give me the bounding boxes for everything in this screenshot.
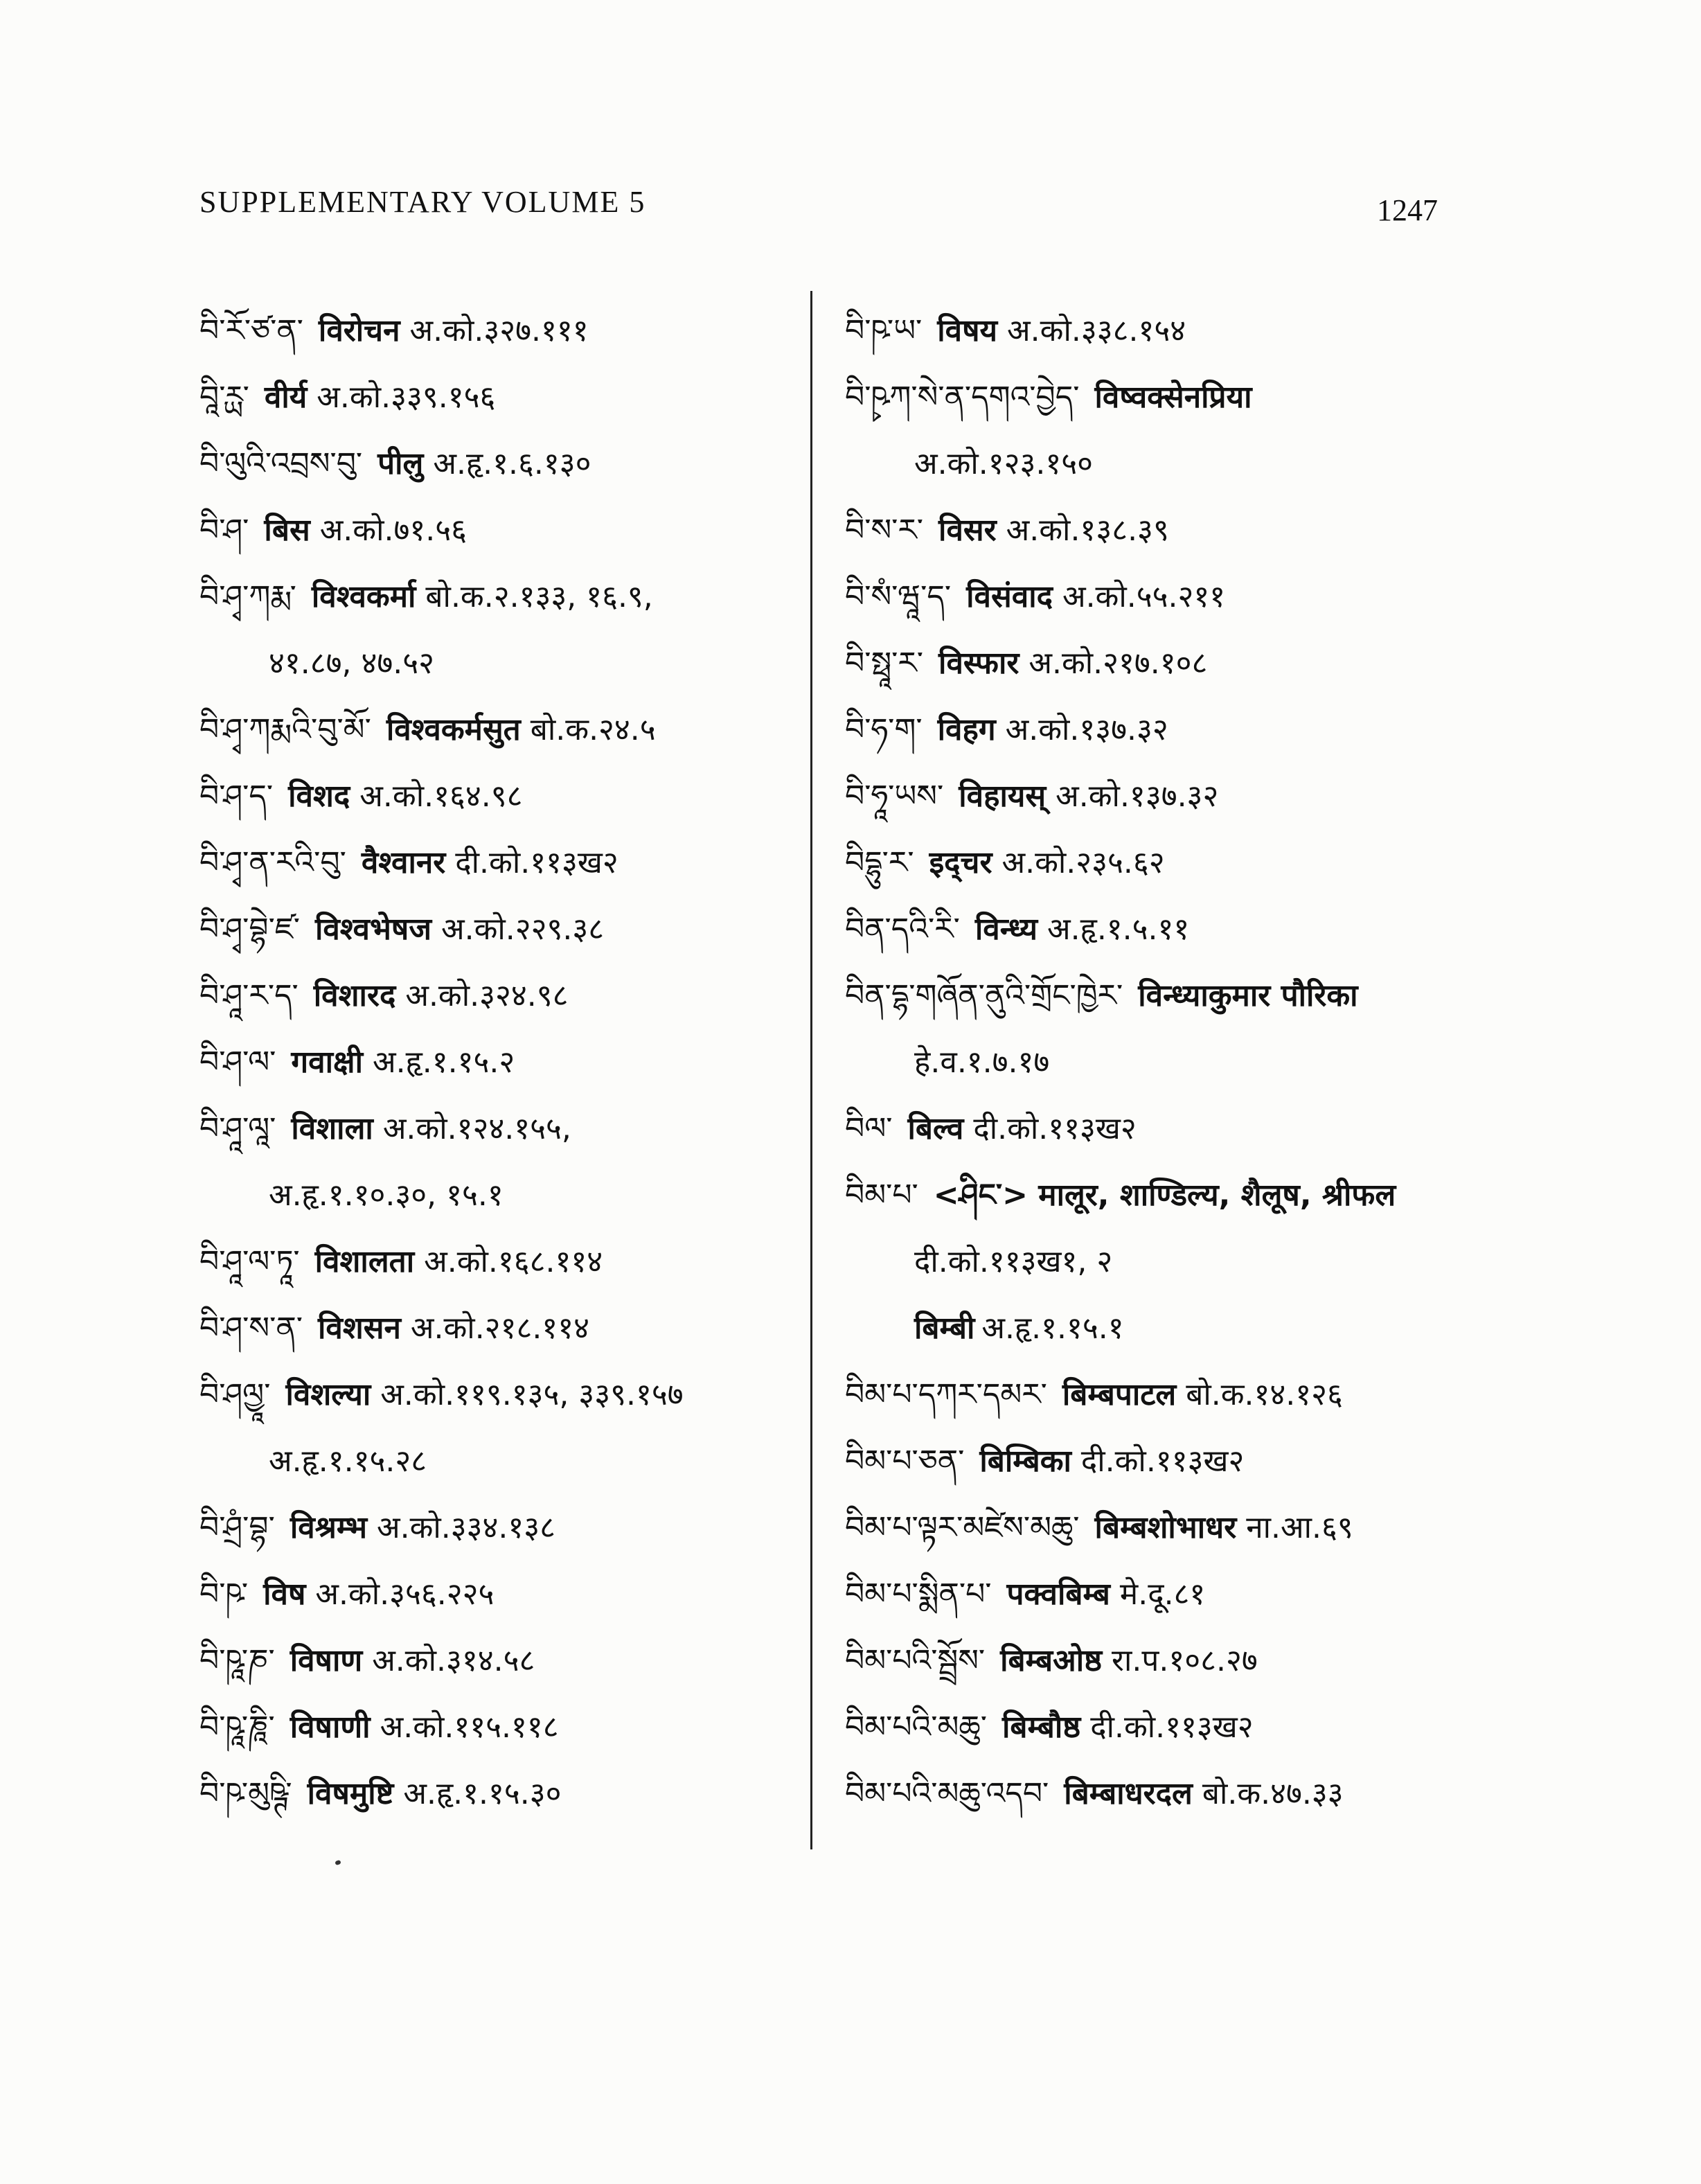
running-head: SUPPLEMENTARY VOLUME 5 [199, 185, 646, 219]
source-reference: अ.हृ.१.५.११ [1047, 912, 1190, 947]
sanskrit-equivalent: विहायस् [959, 779, 1047, 814]
sanskrit-equivalent: बिम्बाधरदल [1064, 1776, 1193, 1811]
sanskrit-equivalent: विन्ध्याकुमार पौरिका [1138, 978, 1358, 1013]
tibetan-headword: བི་ཤྲཾ་བྷ་ [199, 1510, 275, 1545]
dictionary-entry [199, 1295, 809, 1362]
sanskrit-equivalent: विश्वकर्मसुत [386, 712, 521, 747]
dictionary-entry [845, 630, 1468, 697]
dictionary-entry [845, 1628, 1468, 1694]
sanskrit-equivalent: विश्वकर्मा [311, 579, 416, 614]
tibetan-headword: བིམ་པ་དཀར་དམར་ [845, 1377, 1047, 1412]
tibetan-headword: བི་ཤཱ་ར་ད་ [199, 978, 299, 1013]
source-reference: अ.को.७१.५६ [319, 513, 467, 548]
sanskrit-equivalent: बिम्बी [914, 1311, 975, 1346]
sanskrit-equivalent: विश्वभेषज [314, 912, 431, 947]
page-number: 1247 [1377, 193, 1438, 227]
source-reference: ना.आ.६९ [1246, 1510, 1353, 1545]
tibetan-headword: བིམ་པ་ཅན་ [845, 1444, 965, 1479]
source-reference: हे.व.१.७.१७ [914, 1045, 1050, 1080]
dictionary-entry [199, 697, 809, 763]
dictionary-entry [199, 1761, 809, 1827]
sanskrit-equivalent: विश्रम्भ [290, 1510, 368, 1545]
dictionary-entry [845, 896, 1468, 963]
source-reference: दी.को.११३ख१, २ [914, 1244, 1113, 1279]
sanskrit-equivalent: विशसन [317, 1311, 401, 1346]
tibetan-headword: བི་ཤ་ད་ [199, 779, 274, 814]
tibetan-headword: བི་ཤ་ས་ན་ [199, 1311, 303, 1346]
sanskrit-equivalent: बिम्बौष्ठ [1001, 1710, 1081, 1745]
entry-continuation [845, 1029, 1468, 1096]
tibetan-headword: བི་ཤཱ་ལཱ་ [199, 1111, 276, 1146]
dictionary-entry [845, 1428, 1468, 1495]
tibetan-headword: བི་ཤྭ་ཀརྨ་ [199, 579, 296, 614]
dictionary-entry [199, 1495, 809, 1561]
source-reference: अ.को.२२९.३८ [440, 912, 605, 947]
column-divider [810, 291, 812, 1849]
source-reference: अ.हृ.१.१५.१ [981, 1311, 1124, 1346]
source-reference: अ.को.११९.१३५, ३३९.१५७ [380, 1377, 684, 1412]
sanskrit-equivalent: विस्फार [938, 646, 1019, 681]
source-reference: अ.को.५५.२११ [1062, 579, 1226, 614]
tibetan-headword: བིལ་ [845, 1111, 893, 1146]
source-reference: अ.को.१६४.९८ [359, 779, 523, 814]
sanskrit-equivalent: विशालता [314, 1244, 415, 1279]
source-reference: अ.को.१३८.३९ [1006, 513, 1169, 548]
tibetan-headword: བིན་དྷ་གཞོན་ནུའི་གྲོང་ཁྱེར་ [845, 978, 1123, 1013]
tibetan-headword: བིདྷུ་ར་ [845, 845, 914, 880]
source-reference: अ.को.३२४.९८ [405, 978, 569, 1013]
tibetan-headword: བི་ཧ་ག་ [845, 712, 923, 747]
sanskrit-equivalent: विन्ध्य [974, 912, 1038, 947]
source-reference: दी.को.११३ख२ [973, 1111, 1137, 1146]
source-reference: दी.को.११३ख२ [1080, 1444, 1245, 1479]
tibetan-headword: བི་ཤཱ་ལ་ཏཱ་ [199, 1244, 300, 1279]
source-reference: अ.हृ.१.६.१३० [433, 446, 591, 481]
tibetan-headword: བི་ཥ་མུཥྚི་ [199, 1776, 292, 1811]
source-reference: अ.को.१३७.३२ [1005, 712, 1168, 747]
source-reference: मे.दू.८१ [1119, 1577, 1206, 1612]
source-reference: अ.को.११५.११८ [380, 1710, 559, 1745]
tibetan-headword: བི་ཥ་ཡ་ [845, 313, 923, 348]
sanskrit-equivalent: विशद [288, 779, 350, 814]
source-reference: अ.को.१६८.११४ [424, 1244, 603, 1279]
dictionary-entry [199, 564, 809, 630]
sanskrit-equivalent: विशारद [313, 978, 396, 1013]
source-reference: अ.को.३३८.१५४ [1007, 313, 1186, 348]
sanskrit-equivalent: वीर्य [264, 380, 308, 415]
dictionary-entry [845, 364, 1468, 431]
sanskrit-equivalent: विशल्या [285, 1377, 371, 1412]
source-reference: अ.को.३५६.२२५ [315, 1577, 495, 1612]
dictionary-entry [199, 896, 809, 963]
source-reference: अ.को.२१८.११४ [410, 1311, 589, 1346]
sanskrit-equivalent: बिम्बशोभाधर [1094, 1510, 1237, 1545]
tibetan-headword: བིམ་པའི་མཆུ་ [845, 1710, 987, 1745]
stray-ink-mark [335, 1860, 341, 1865]
entry-continuation [845, 1295, 1468, 1362]
source-reference: अ.को.१३७.३२ [1056, 779, 1219, 814]
source-reference: अ.हृ.१.१५.३० [403, 1776, 562, 1811]
dictionary-entry [845, 1495, 1468, 1561]
tibetan-headword: བི་ཤ་ལ་ [199, 1045, 276, 1080]
sanskrit-equivalent: बिम्बओष्ठ [1000, 1643, 1103, 1678]
tibetan-headword: བི་ཥཱ་ཎཱི་ [199, 1710, 275, 1745]
dictionary-entry [199, 431, 809, 497]
sanskrit-equivalent: गवाक्षी [291, 1045, 363, 1080]
entry-continuation [845, 1229, 1468, 1295]
tibetan-headword: བི་ཤྭ་ན་རའི་བུ་ [199, 845, 346, 880]
dictionary-entry [845, 697, 1468, 763]
sanskrit-equivalent: विशाला [291, 1111, 373, 1146]
sanskrit-equivalent: बिल्व [907, 1111, 964, 1146]
sanskrit-equivalent: विषय [937, 313, 998, 348]
sanskrit-equivalent: विसंवाद [966, 579, 1053, 614]
source-reference: अ.को.१२३.१५० [914, 446, 1094, 481]
dictionary-entry [845, 1761, 1468, 1827]
dictionary-entry [845, 763, 1468, 830]
sanskrit-equivalent: विष [263, 1577, 306, 1612]
dictionary-entry [845, 1096, 1468, 1162]
dictionary-entry [199, 763, 809, 830]
tibetan-headword: བི་ཥ་ [199, 1577, 249, 1612]
tibetan-headword: བི་སྥཱ་ར་ [845, 646, 924, 681]
sanskrit-equivalent: <ཤིང་> मालूर, शाण्डिल्य, शैलूष, श्रीफल [933, 1178, 1396, 1213]
tibetan-headword: བི་ཤྭ་བྷེ་ཛ་ [199, 912, 300, 947]
tibetan-headword: བི་ཤྭ་ཀརྨའི་བུ་མོ་ [199, 712, 371, 747]
dictionary-entry [199, 1694, 809, 1761]
dictionary-entry [199, 497, 809, 564]
source-reference: अ.को.३३९.१५६ [317, 380, 496, 415]
sanskrit-equivalent: विष्वक्सेनप्रिया [1094, 380, 1252, 415]
source-reference: अ.को.३३४.१३८ [377, 1510, 556, 1545]
sanskrit-equivalent: बिस [264, 513, 310, 548]
source-reference: बो.क.४७.३३ [1202, 1776, 1344, 1811]
source-reference: रा.प.१०८.२७ [1112, 1643, 1258, 1678]
dictionary-entry [845, 1694, 1468, 1761]
entry-continuation [199, 630, 809, 697]
left-column [199, 298, 809, 1827]
dictionary-entry [845, 564, 1468, 630]
sanskrit-equivalent: विषमुष्टि [307, 1776, 394, 1811]
tibetan-headword: བིམ་པ་ [845, 1178, 918, 1213]
dictionary-entry [199, 1029, 809, 1096]
dictionary-entry [199, 1561, 809, 1628]
dictionary-entry [199, 1229, 809, 1295]
entry-continuation [199, 1428, 809, 1495]
tibetan-headword: བི་ས་ར་ [845, 513, 924, 548]
dictionary-entry [199, 1362, 809, 1428]
sanskrit-equivalent: विषाण [290, 1643, 363, 1678]
tibetan-headword: བི་ཤ་ [199, 513, 249, 548]
source-reference: ४१.८७, ४७.५२ [269, 646, 434, 681]
entry-continuation [199, 1162, 809, 1229]
source-reference: अ.को.२१७.१०८ [1028, 646, 1208, 681]
tibetan-headword: བིམ་པ་ལྟར་མཛེས་མཆུ་ [845, 1510, 1080, 1545]
dictionary-entry [845, 963, 1468, 1029]
sanskrit-equivalent: विषाणी [290, 1710, 371, 1745]
entry-continuation [845, 431, 1468, 497]
sanskrit-equivalent: बिम्बपाटल [1062, 1377, 1177, 1412]
source-reference: अ.को.३२७.१११ [409, 313, 589, 348]
source-reference: अ.हृ.१.१०.३०, १५.१ [269, 1178, 504, 1213]
source-reference: दी.को.११३ख२ [455, 845, 618, 880]
source-reference: अ.हृ.१.१५.२ [372, 1045, 515, 1080]
tibetan-headword: བི་ཥྭཀ་སེ་ན་དགའ་བྱེད་ [845, 380, 1080, 415]
source-reference: अ.को.१२४.१५५, [382, 1111, 571, 1146]
sanskrit-equivalent: पक्वबिम्ब [1006, 1577, 1110, 1612]
source-reference: दी.को.११३ख२ [1090, 1710, 1254, 1745]
sanskrit-equivalent: इद्चर [929, 845, 992, 880]
dictionary-entry [199, 1096, 809, 1162]
sanskrit-equivalent: पीलु [377, 446, 424, 481]
tibetan-headword: བི་ཥཱ་ཎ་ [199, 1643, 275, 1678]
source-reference: बो.क.२४.५ [530, 712, 656, 747]
dictionary-entry [199, 830, 809, 896]
source-reference: बो.क.२.१३३, १६.९, [425, 579, 653, 614]
dictionary-entry [199, 1628, 809, 1694]
tibetan-headword: བི་ལུའི་འབྲས་བུ་ [199, 446, 363, 481]
tibetan-headword: བི་ཧཱ་ཡས་ [845, 779, 944, 814]
source-reference: बो.क.१४.१२६ [1186, 1377, 1343, 1412]
tibetan-headword: བིམ་པའི་སྦྲོས་ [845, 1643, 986, 1678]
sanskrit-equivalent: विहग [937, 712, 996, 747]
tibetan-headword: བི་ཤལྱཱ་ [199, 1377, 271, 1412]
dictionary-entry [845, 1561, 1468, 1628]
sanskrit-equivalent: विरोचन [318, 313, 400, 348]
dictionary-entry [845, 1362, 1468, 1428]
dictionary-entry [199, 963, 809, 1029]
tibetan-headword: བཱི་ཪྻ་ [199, 380, 249, 415]
source-reference: अ.को.३१४.५८ [372, 1643, 535, 1678]
dictionary-entry [845, 497, 1468, 564]
tibetan-headword: བིམ་པའི་མཆུ་འདབ་ [845, 1776, 1049, 1811]
dictionary-entry [845, 830, 1468, 896]
source-reference: अ.हृ.१.१५.२८ [269, 1444, 427, 1479]
sanskrit-equivalent: बिम्बिका [979, 1444, 1071, 1479]
sanskrit-equivalent: विसर [938, 513, 997, 548]
tibetan-headword: བི་རོ་ཙ་ན་ [199, 313, 303, 348]
dictionary-entry [845, 298, 1468, 364]
sanskrit-equivalent: वैश्वानर [361, 845, 446, 880]
dictionary-entry [845, 1162, 1468, 1229]
tibetan-headword: བི་སཾ་ཝཱ་ད་ [845, 579, 952, 614]
source-reference: अ.को.२३५.६२ [1001, 845, 1165, 880]
dictionary-entry [199, 364, 809, 431]
tibetan-headword: བིན་དའི་རི་ [845, 912, 960, 947]
right-column [845, 298, 1468, 1827]
dictionary-entry [199, 298, 809, 364]
tibetan-headword: བིམ་པ་སྨིན་པ་ [845, 1577, 992, 1612]
